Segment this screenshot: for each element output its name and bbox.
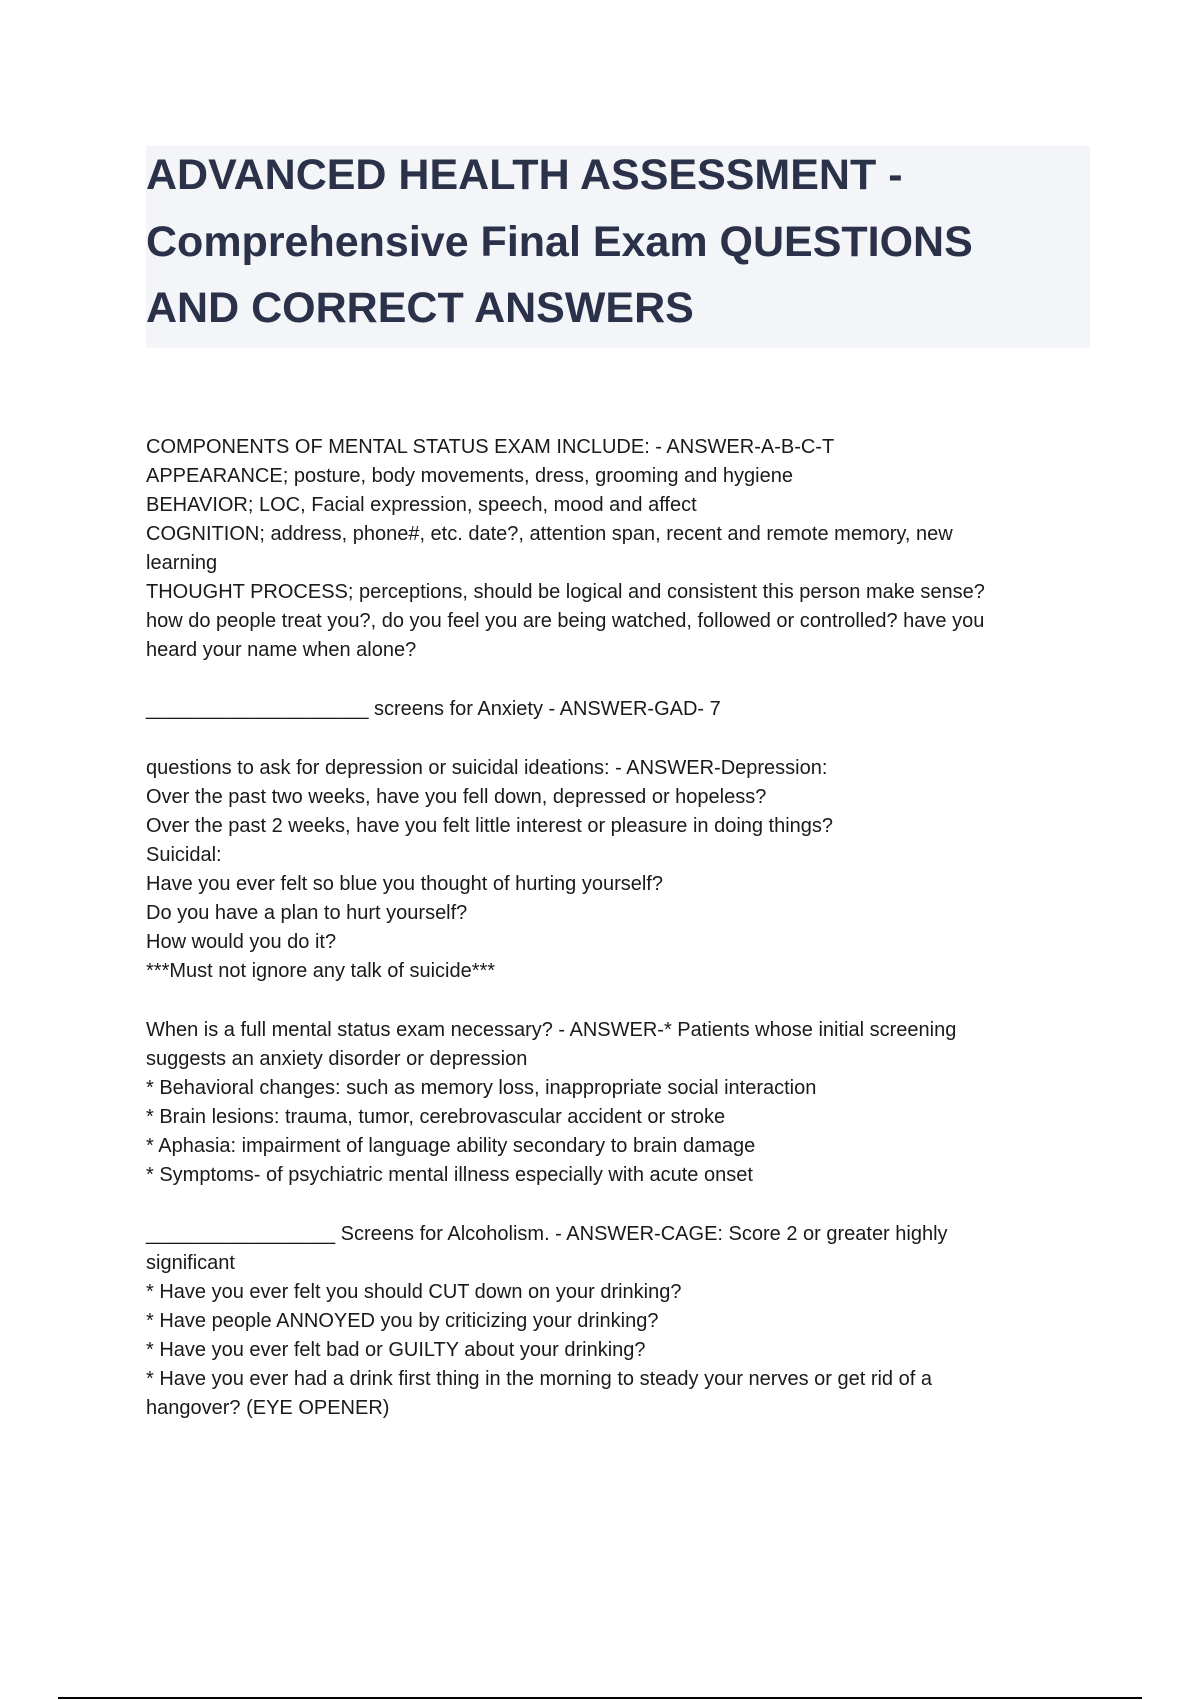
qa-line: hangover? (EYE OPENER): [146, 1397, 390, 1419]
qa-line: * Have you ever felt bad or GUILTY about your drinking?: [146, 1339, 646, 1361]
qa-block-anxiety-screen: [146, 695, 1096, 724]
qa-line: * Have you ever felt you should CUT down on your drinking?: [146, 1281, 682, 1303]
qa-line: When is a full mental status exam necessary? - ANSWER-* Patients whose initial screening: [146, 1019, 957, 1041]
qa-line: COMPONENTS OF MENTAL STATUS EXAM INCLUDE: - ANSWER-A-B-C-T: [146, 436, 835, 458]
qa-line: COGNITION; address, phone#, etc. date?, attention span, recent and remote memory, new: [146, 523, 953, 545]
qa-line: APPEARANCE; posture, body movements, dress, grooming and hygiene: [146, 465, 793, 487]
qa-content: [146, 433, 1096, 1453]
qa-line: * Have people ANNOYED you by criticizing your drinking?: [146, 1310, 659, 1332]
qa-line: Suicidal:: [146, 844, 222, 866]
qa-line: * Symptoms- of psychiatric mental illness especially with acute onset: [146, 1164, 753, 1186]
title-line: Comprehensive Final Exam QUESTIONS: [146, 218, 973, 266]
qa-line: BEHAVIOR; LOC, Facial expression, speech, mood and affect: [146, 494, 697, 516]
qa-block-alcoholism-screen: [146, 1220, 1096, 1423]
qa-line: * Behavioral changes: such as memory loss, inappropriate social interaction: [146, 1077, 817, 1099]
qa-line: Do you have a plan to hurt yourself?: [146, 902, 468, 924]
qa-line: * Brain lesions: trauma, tumor, cerebrovascular accident or stroke: [146, 1106, 726, 1128]
qa-line: Have you ever felt so blue you thought of hurting yourself?: [146, 873, 663, 895]
qa-line: suggests an anxiety disorder or depression: [146, 1048, 528, 1070]
qa-line: THOUGHT PROCESS; perceptions, should be logical and consistent this person make sense?: [146, 581, 985, 603]
qa-line: heard your name when alone?: [146, 639, 417, 661]
qa-line: How would you do it?: [146, 931, 337, 953]
qa-line: how do people treat you?, do you feel you are being watched, followed or controlled? have you: [146, 610, 985, 632]
qa-line: significant: [146, 1252, 235, 1274]
qa-line: ***Must not ignore any talk of suicide***: [146, 960, 496, 982]
qa-block-full-mental-status: [146, 1016, 1096, 1190]
qa-line: * Aphasia: impairment of language ability secondary to brain damage: [146, 1135, 756, 1157]
qa-line: Over the past two weeks, have you fell down, depressed or hopeless?: [146, 786, 767, 808]
title-line: AND CORRECT ANSWERS: [146, 284, 694, 332]
qa-line: Over the past 2 weeks, have you felt little interest or pleasure in doing things?: [146, 815, 834, 837]
qa-line: _________________ Screens for Alcoholism. - ANSWER-CAGE: Score 2 or greater highly: [146, 1223, 948, 1245]
footer-divider: [58, 1697, 1142, 1699]
qa-line: learning: [146, 552, 218, 574]
qa-line: questions to ask for depression or suicidal ideations: - ANSWER-Depression:: [146, 757, 828, 779]
qa-line: ____________________ screens for Anxiety - ANSWER-GAD- 7: [146, 698, 721, 720]
qa-block-depression-suicide: [146, 754, 1096, 986]
qa-line: * Have you ever had a drink first thing in the morning to steady your nerves or get rid of a: [146, 1368, 932, 1390]
qa-block-mental-status-components: [146, 433, 1096, 665]
title-line: ADVANCED HEALTH ASSESSMENT -: [146, 151, 903, 199]
document-title: [146, 146, 1090, 348]
